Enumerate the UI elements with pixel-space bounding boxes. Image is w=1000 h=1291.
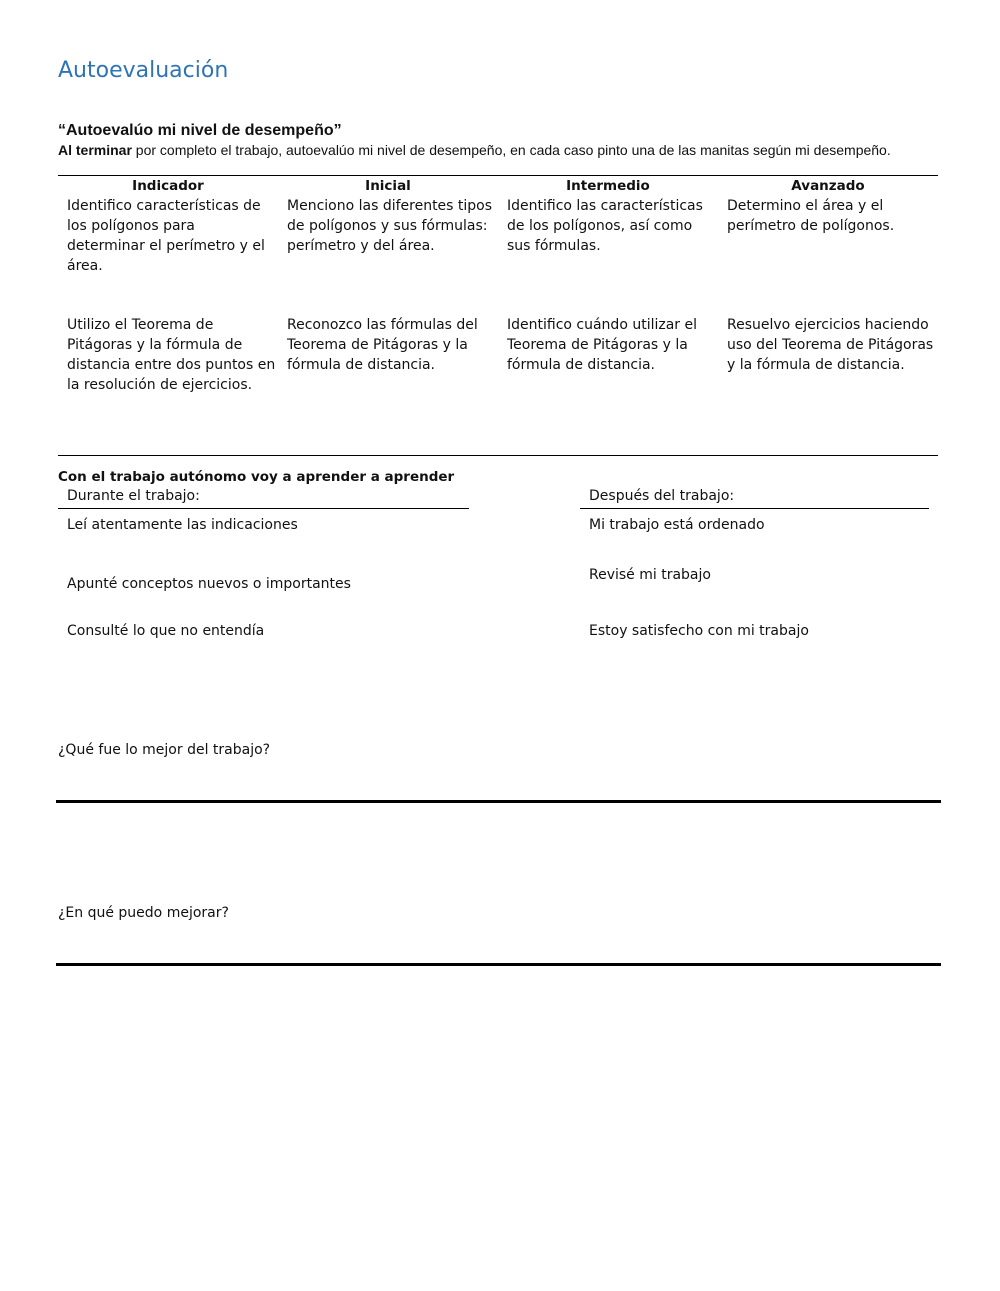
- answer-line-best-part[interactable]: [56, 800, 941, 803]
- during-work-underline: [58, 508, 469, 509]
- rubric-cell-row2-intermedio: Identifico cuándo utilizar el Teorema de Pitágoras y la fórmula de distancia.: [507, 317, 698, 373]
- after-item-1: Mi trabajo está ordenado: [589, 517, 765, 533]
- instructions-rest: por completo el trabajo, autoevalúo mi nivel de desempeño, en cada caso pinto una de las manitas según mi desempeño.: [131, 142, 891, 158]
- instructions-text: [58, 142, 891, 158]
- rubric-cell-row2-indicador: Utilizo el Teorema de Pitágoras y la fórmula de distancia entre dos puntos en la resolución de ejercicios.: [67, 317, 276, 393]
- after-work-underline: [580, 508, 929, 509]
- after-item-2: Revisé mi trabajo: [589, 567, 711, 583]
- rubric-cell-row2-inicial: Reconozco las fórmulas del Teorema de Pitágoras y la fórmula de distancia.: [287, 317, 478, 373]
- rubric-cell-row1-avanzado: Determino el área y el perímetro de polígonos.: [727, 198, 895, 234]
- during-work-label: Durante el trabajo:: [67, 488, 200, 504]
- rubric-header-intermedio: Intermedio: [566, 178, 650, 194]
- during-item-3: Consulté lo que no entendía: [67, 623, 265, 639]
- during-item-1: Leí atentamente las indicaciones: [67, 517, 298, 533]
- after-item-3: Estoy satisfecho con mi trabajo: [589, 623, 809, 639]
- section-title-self-assessment: “Autoevalúo mi nivel de desempeño”: [58, 122, 342, 139]
- during-item-2: Apunté conceptos nuevos o importantes: [67, 576, 351, 592]
- question-improve: ¿En qué puedo mejorar?: [58, 905, 229, 921]
- question-best-part: ¿Qué fue lo mejor del trabajo?: [58, 742, 271, 758]
- rubric-cell-row1-intermedio: Identifico las características de los polígonos, así como sus fórmulas.: [507, 198, 703, 254]
- answer-line-improve[interactable]: [56, 963, 941, 966]
- rubric-cell-row2-avanzado: Resuelvo ejercicios haciendo uso del Teorema de Pitágoras y la fórmula de distancia.: [727, 317, 934, 373]
- rubric-header-indicador: Indicador: [132, 178, 204, 194]
- after-work-label: Después del trabajo:: [589, 488, 735, 504]
- rubric-header-avanzado: Avanzado: [791, 178, 865, 194]
- rubric-cell-row1-inicial: Menciono las diferentes tipos de polígonos y sus fórmulas: perímetro y del área.: [287, 198, 493, 254]
- instructions-bold: Al terminar: [58, 142, 132, 158]
- rubric-bottom-divider: [58, 455, 938, 456]
- section-title-autonomous-work: Con el trabajo autónomo voy a aprender a aprender: [58, 469, 455, 485]
- page-title: Autoevaluación: [58, 58, 229, 83]
- rubric-header-inicial: Inicial: [365, 178, 411, 194]
- rubric-top-divider: [58, 175, 938, 176]
- rubric-cell-row1-indicador: Identifico características de los polígonos para determinar el perímetro y el área.: [67, 198, 265, 274]
